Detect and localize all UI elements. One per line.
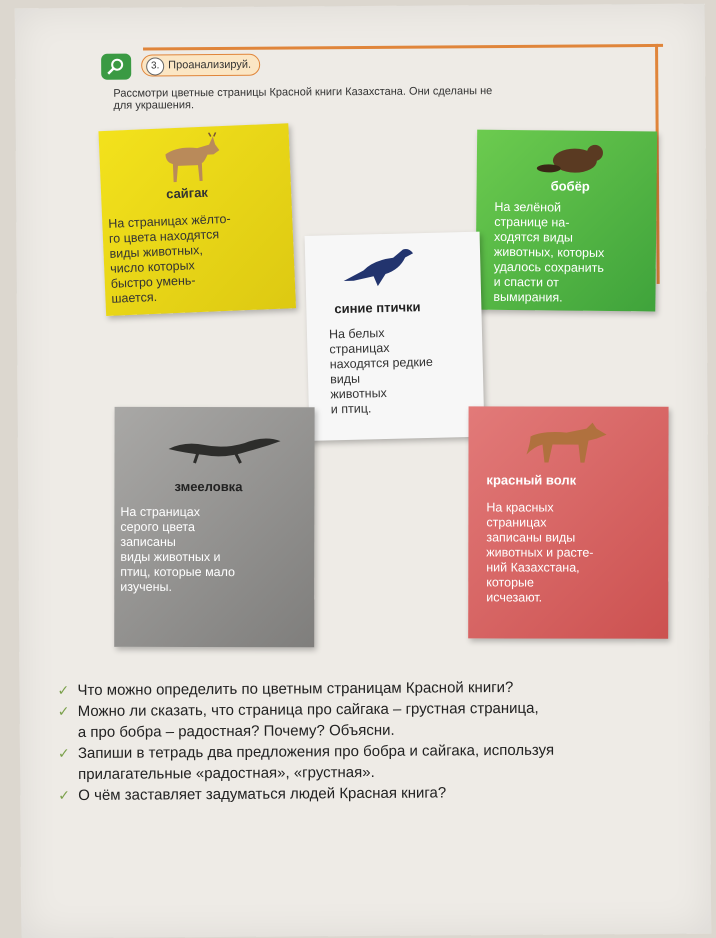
lizard-icon xyxy=(164,421,284,467)
question-text: Что можно определить по цветным страницам Красной книги? xyxy=(77,678,514,699)
card-text: На красных страницах записаны виды животных и расте- ний Казахстана, которые исчезают. xyxy=(486,500,594,605)
card-text: На страницах жёлто- го цвета находятся виды животных, число которых быстро умень- шается. xyxy=(108,211,231,306)
card-title: красный волк xyxy=(486,472,577,488)
header-rule xyxy=(143,44,663,51)
card-text: На белых страницах находятся редкие виды животных и птиц. xyxy=(328,326,433,417)
task-label: Проанализируй. xyxy=(168,58,252,72)
beaver-icon xyxy=(535,136,615,177)
card-text: На страницах серого цвета записаны виды животных и птиц, которые мало изучены. xyxy=(120,504,236,594)
card-title: бобёр xyxy=(550,178,590,194)
question-item xyxy=(58,697,698,743)
check-icon: ✓ xyxy=(57,745,70,762)
task-number: 3. xyxy=(146,57,164,75)
question-text: а про бобра – радостная? Почему? Объясни. xyxy=(77,721,395,741)
questions-list xyxy=(57,676,698,806)
question-text: Запиши в тетрадь два предложения про бобра и сайгака, используя xyxy=(77,741,555,762)
magnifier-icon xyxy=(101,54,131,80)
card-title: змееловка xyxy=(174,478,243,495)
bird-icon xyxy=(333,239,424,291)
intro-line-1: Рассмотри цветные страницы Красной книги Казахстана. Они сделаны не xyxy=(113,85,493,100)
question-text: прилагательные «радостная», «грустная». xyxy=(78,763,375,783)
question-text: О чём заставляет задуматься людей Красная книга? xyxy=(78,784,447,804)
question-item xyxy=(58,739,698,785)
intro-line-2: для украшения. xyxy=(113,99,195,112)
question-item xyxy=(58,781,698,806)
question-text: Можно ли сказать, что страница про сайгака – грустная страница, xyxy=(77,699,539,720)
red-page-card xyxy=(468,406,668,638)
wolf-icon xyxy=(522,414,612,464)
gray-page-card xyxy=(114,407,314,647)
card-title: синие птички xyxy=(334,299,421,317)
green-page-card xyxy=(475,130,657,312)
check-icon: ✓ xyxy=(57,682,70,699)
yellow-page-card xyxy=(98,123,296,316)
saiga-icon xyxy=(157,132,229,185)
card-text: На зелёной странице на- ходятся виды животных, которых удалось сохранить и спасти от вымирания. xyxy=(493,199,605,305)
card-title: сайгак xyxy=(165,184,209,202)
task-header xyxy=(141,54,260,77)
check-icon: ✓ xyxy=(58,787,71,804)
intro-text xyxy=(113,84,653,112)
white-page-card xyxy=(305,232,485,441)
textbook-page xyxy=(15,4,711,938)
check-icon: ✓ xyxy=(57,703,70,720)
